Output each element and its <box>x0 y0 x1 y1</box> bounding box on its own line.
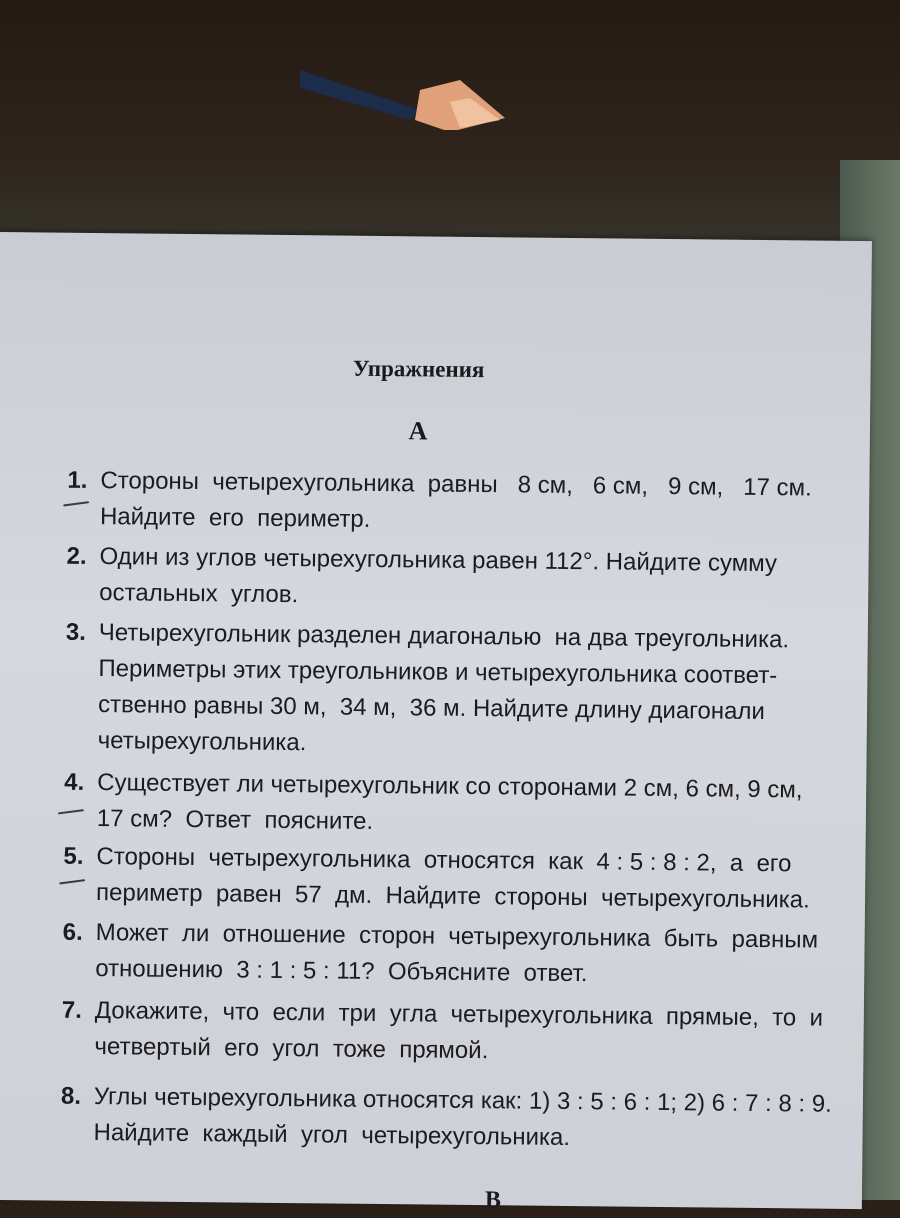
exercise-number: 4. <box>64 768 85 796</box>
exercise-line: периметр равен 57 дм. Найдите стороны четырехугольника. <box>95 879 810 914</box>
exercise-line: 17 см? Ответ поясните. <box>96 805 374 835</box>
exercise-6 <box>62 915 819 995</box>
exercise-number: 1. <box>67 466 88 494</box>
pen-mark <box>59 879 85 884</box>
exercise-number: 6. <box>62 918 83 946</box>
exercise-line: ственно равны 30 м, 34 м, 36 м. Найдите длину диагонали <box>97 691 765 726</box>
subsection-letter: A <box>408 416 428 446</box>
exercise-line: Стороны четырехугольника равны 8 см, 6 см, 9 см, 17 см. <box>100 467 812 502</box>
exercise-number: 7. <box>61 996 83 1024</box>
exercise-line: отношению 3 : 1 : 5 : 11? Объясните ответ. <box>95 955 588 988</box>
exercise-line: Найдите каждый угол четырехугольника. <box>93 1119 571 1152</box>
exercise-number: 3. <box>65 618 86 646</box>
pen-mark <box>58 809 84 814</box>
pen-mark <box>63 501 89 506</box>
exercise-4 <box>64 765 805 845</box>
exercise-3 <box>64 615 805 767</box>
exercise-line: Стороны четырехугольника относятся как 4 : 5 : 8 : 2, а его <box>96 843 792 878</box>
exercise-line: Четырехугольник разделен диагональю на два треугольника. <box>98 619 790 654</box>
textbook-page <box>0 232 872 1214</box>
exercise-line: Углы четырехугольника относятся как: 1) 3 : 5 : 6 : 1; 2) 6 : 7 : 8 : 9. <box>93 1083 832 1118</box>
exercise-5 <box>63 839 810 919</box>
exercise-line: четырехугольника. <box>97 727 307 757</box>
exercise-line: Периметры этих треугольников и четырехугольника соответ- <box>98 655 778 690</box>
exercise-line: Один из углов четырехугольника равен 112°. Найдите сумму <box>99 543 778 578</box>
pencil-tip <box>300 40 510 130</box>
exercise-line: Докажите, что если три угла четырехугольника прямые, то и <box>94 997 824 1032</box>
exercise-line: Существует ли четырехугольник со сторонами 2 см, 6 см, 9 см, <box>97 769 803 804</box>
exercise-number: 5. <box>63 842 84 870</box>
exercise-number: 2. <box>66 542 87 570</box>
exercise-line: остальных углов. <box>99 579 299 609</box>
exercise-line: Найдите его периметр. <box>99 503 371 533</box>
exercise-number: 8. <box>60 1082 82 1110</box>
exercise-2 <box>66 539 807 619</box>
exercise-line: четвертый его угол тоже прямой. <box>94 1033 489 1065</box>
exercise-1 <box>67 463 812 543</box>
exercise-7 <box>61 993 824 1073</box>
next-section-letter: B <box>484 1187 502 1214</box>
exercise-line: Может ли отношение сторон четырехугольника быть равным <box>95 919 819 954</box>
exercise-8 <box>60 1079 832 1159</box>
section-title: Упражнения <box>352 355 485 383</box>
